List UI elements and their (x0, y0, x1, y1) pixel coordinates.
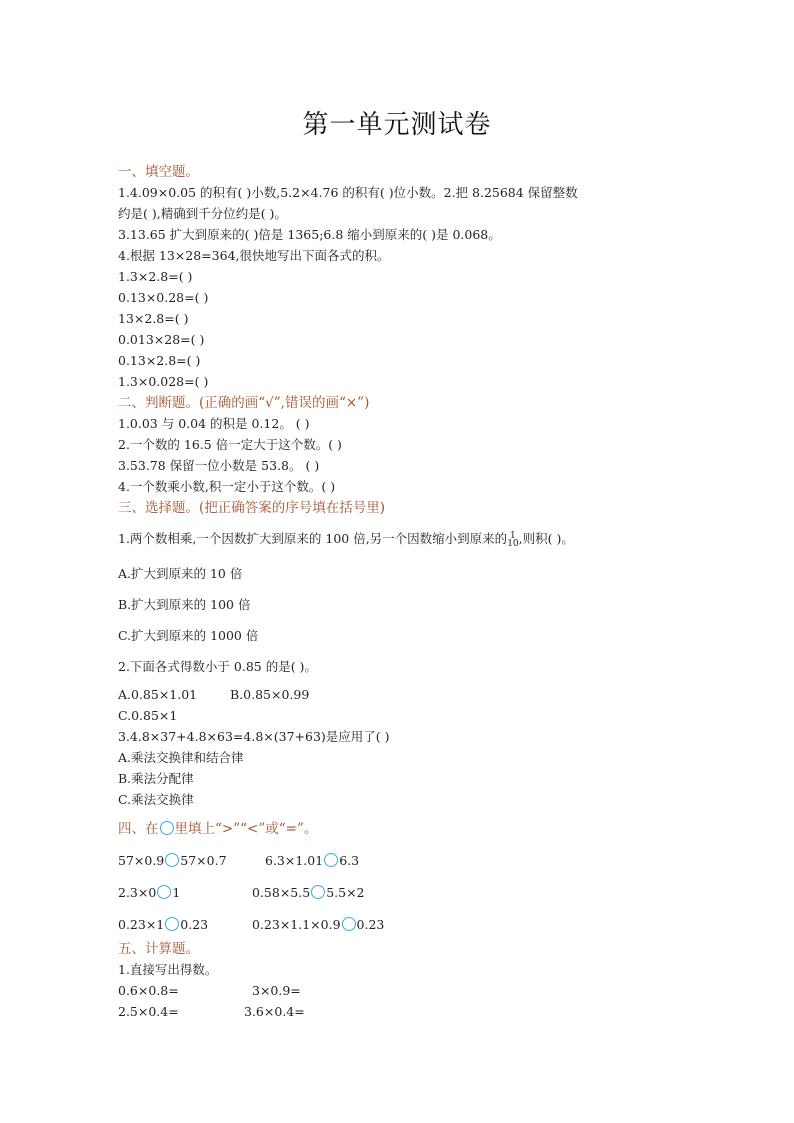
section-4-heading-start: 四、在 (118, 821, 159, 837)
compare-left: 0.23×1.1×0.9 (252, 917, 341, 932)
section-4-heading (118, 821, 317, 837)
section-3-heading: 三、选择题。(把正确答案的序号填在括号里) (118, 500, 386, 516)
answer-circle[interactable] (324, 853, 338, 867)
choice-option: B.扩大到原来的 100 倍 (118, 597, 251, 612)
choice-option: A.0.85×1.01 (118, 687, 198, 702)
product-item: 1.3×2.8=( ) (118, 269, 193, 284)
compare-row (118, 853, 227, 869)
circle-icon (160, 821, 174, 835)
choice-question-2: 2.下面各式得数小于 0.85 的是( )。 (118, 659, 317, 674)
compare-right: 0.23 (180, 917, 209, 932)
question-4: 4.根据 13×28=364,很快地写出下面各式的积。 (118, 248, 390, 263)
compare-row (252, 885, 365, 901)
choice-question-1-tail: ,则积( )。 (518, 531, 574, 546)
choice-option: C.乘法交换律 (118, 792, 194, 807)
compare-right: 1 (172, 885, 181, 900)
compare-right: 0.23 (356, 917, 385, 932)
answer-circle[interactable] (157, 885, 171, 899)
question-1-line-2: 约是( ),精确到千分位约是( )。 (118, 206, 287, 221)
product-item: 0.013×28=( ) (118, 332, 205, 347)
calc-item: 0.6×0.8= (118, 983, 179, 998)
choice-option: B.0.85×0.99 (230, 687, 310, 702)
fraction-numerator: 1 (510, 531, 516, 541)
calc-item: 3×0.9= (252, 983, 301, 998)
choice-question-1-text: 1.两个数相乘,一个因数扩大到原来的 100 倍,另一个因数缩小到原来的 (118, 531, 508, 546)
calc-item: 2.5×0.4= (118, 1004, 179, 1019)
compare-left: 2.3×0 (118, 885, 157, 900)
judge-item: 3.53.78 保留一位小数是 53.8。 ( ) (118, 458, 320, 473)
product-item: 0.13×2.8=( ) (118, 353, 201, 368)
compare-right: 5.5×2 (326, 885, 365, 900)
answer-circle[interactable] (311, 885, 325, 899)
choice-option: A.乘法交换律和结合律 (118, 750, 244, 765)
product-item: 0.13×0.28=( ) (118, 290, 209, 305)
answer-circle[interactable] (165, 917, 179, 931)
product-item: 1.3×0.028=( ) (118, 374, 209, 389)
section-4-heading-end: 里填上“>”“<”或“=”。 (174, 821, 318, 837)
compare-row (118, 917, 208, 933)
calc-question-1: 1.直接写出得数。 (118, 962, 218, 977)
section-2-heading: 二、判断题。(正确的画“√”,错误的画“×”) (118, 395, 370, 411)
fraction (507, 532, 518, 548)
judge-item: 1.0.03 与 0.04 的积是 0.12。 ( ) (118, 416, 310, 431)
choice-option: C.0.85×1 (118, 708, 178, 723)
choice-option: C.扩大到原来的 1000 倍 (118, 628, 259, 643)
section-5-heading: 五、计算题。 (118, 941, 199, 957)
compare-left: 0.58×5.5 (252, 885, 311, 900)
fraction-denominator: 10 (507, 539, 519, 549)
answer-circle[interactable] (165, 853, 179, 867)
compare-row (265, 853, 359, 869)
answer-circle[interactable] (342, 917, 356, 931)
choice-question-1 (118, 531, 574, 548)
judge-item: 2.一个数的 16.5 倍一定大于这个数。( ) (118, 437, 342, 452)
question-3: 3.13.65 扩大到原来的( )倍是 1365;6.8 缩小到原来的( )是 0.068。 (118, 227, 501, 242)
choice-option: A.扩大到原来的 10 倍 (118, 566, 243, 581)
compare-right: 6.3 (339, 853, 360, 868)
question-1-line-1: 1.4.09×0.05 的积有( )小数,5.2×4.76 的积有( )位小数。2.把 8.25684 保留整数 (118, 185, 578, 200)
compare-left: 6.3×1.01 (265, 853, 324, 868)
calc-item: 3.6×0.4= (244, 1004, 305, 1019)
page-title: 第一单元测试卷 (302, 110, 492, 140)
choice-option: B.乘法分配律 (118, 771, 194, 786)
choice-question-3: 3.4.8×37+4.8×63=4.8×(37+63)是应用了( ) (118, 729, 390, 744)
judge-item: 4.一个数乘小数,积一定小于这个数。( ) (118, 479, 336, 494)
section-1-heading: 一、填空题。 (118, 164, 199, 180)
compare-row (118, 885, 180, 901)
compare-row (252, 917, 384, 933)
compare-left: 0.23×1 (118, 917, 165, 932)
compare-left: 57×0.9 (118, 853, 165, 868)
compare-right: 57×0.7 (180, 853, 227, 868)
product-item: 13×2.8=( ) (118, 311, 189, 326)
